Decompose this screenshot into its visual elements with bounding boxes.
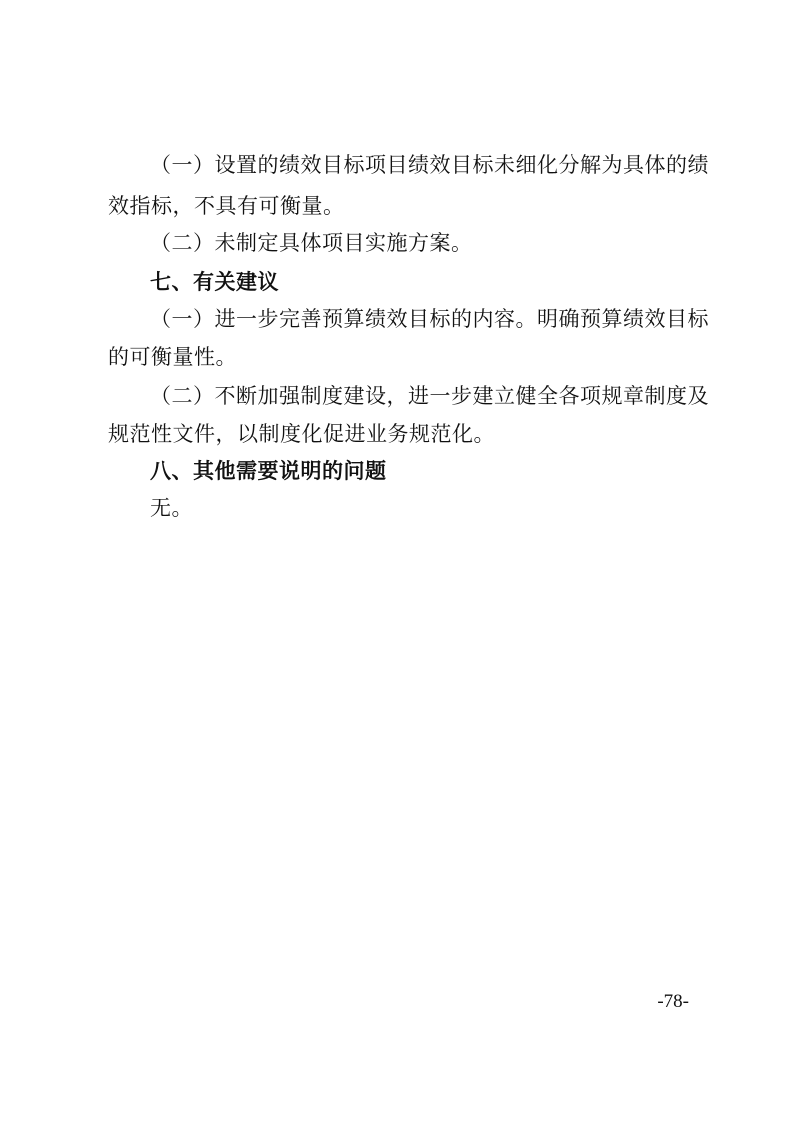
paragraph-issue-1-line-1: （一）设置的绩效目标项目绩效目标未细化分解为具体的绩 xyxy=(150,153,709,177)
paragraph-issue-2: （二）未制定具体项目实施方案。 xyxy=(150,231,473,255)
paragraph-issue-1-line-2: 效指标，不具有可衡量。 xyxy=(108,194,345,218)
page-number: -78- xyxy=(657,991,689,1012)
section-heading-7: 七、有关建议 xyxy=(150,270,279,294)
paragraph-suggestion-2-line-2: 规范性文件，以制度化促进业务规范化。 xyxy=(108,422,495,446)
paragraph-suggestion-2-line-1: （二）不断加强制度建设，进一步建立健全各项规章制度及 xyxy=(150,384,709,408)
paragraph-suggestion-1-line-1: （一）进一步完善预算绩效目标的内容。明确预算绩效目标 xyxy=(150,307,709,331)
paragraph-suggestion-1-line-2: 的可衡量性。 xyxy=(108,345,237,369)
section-heading-8: 八、其他需要说明的问题 xyxy=(150,459,387,483)
paragraph-none: 无。 xyxy=(150,496,193,520)
